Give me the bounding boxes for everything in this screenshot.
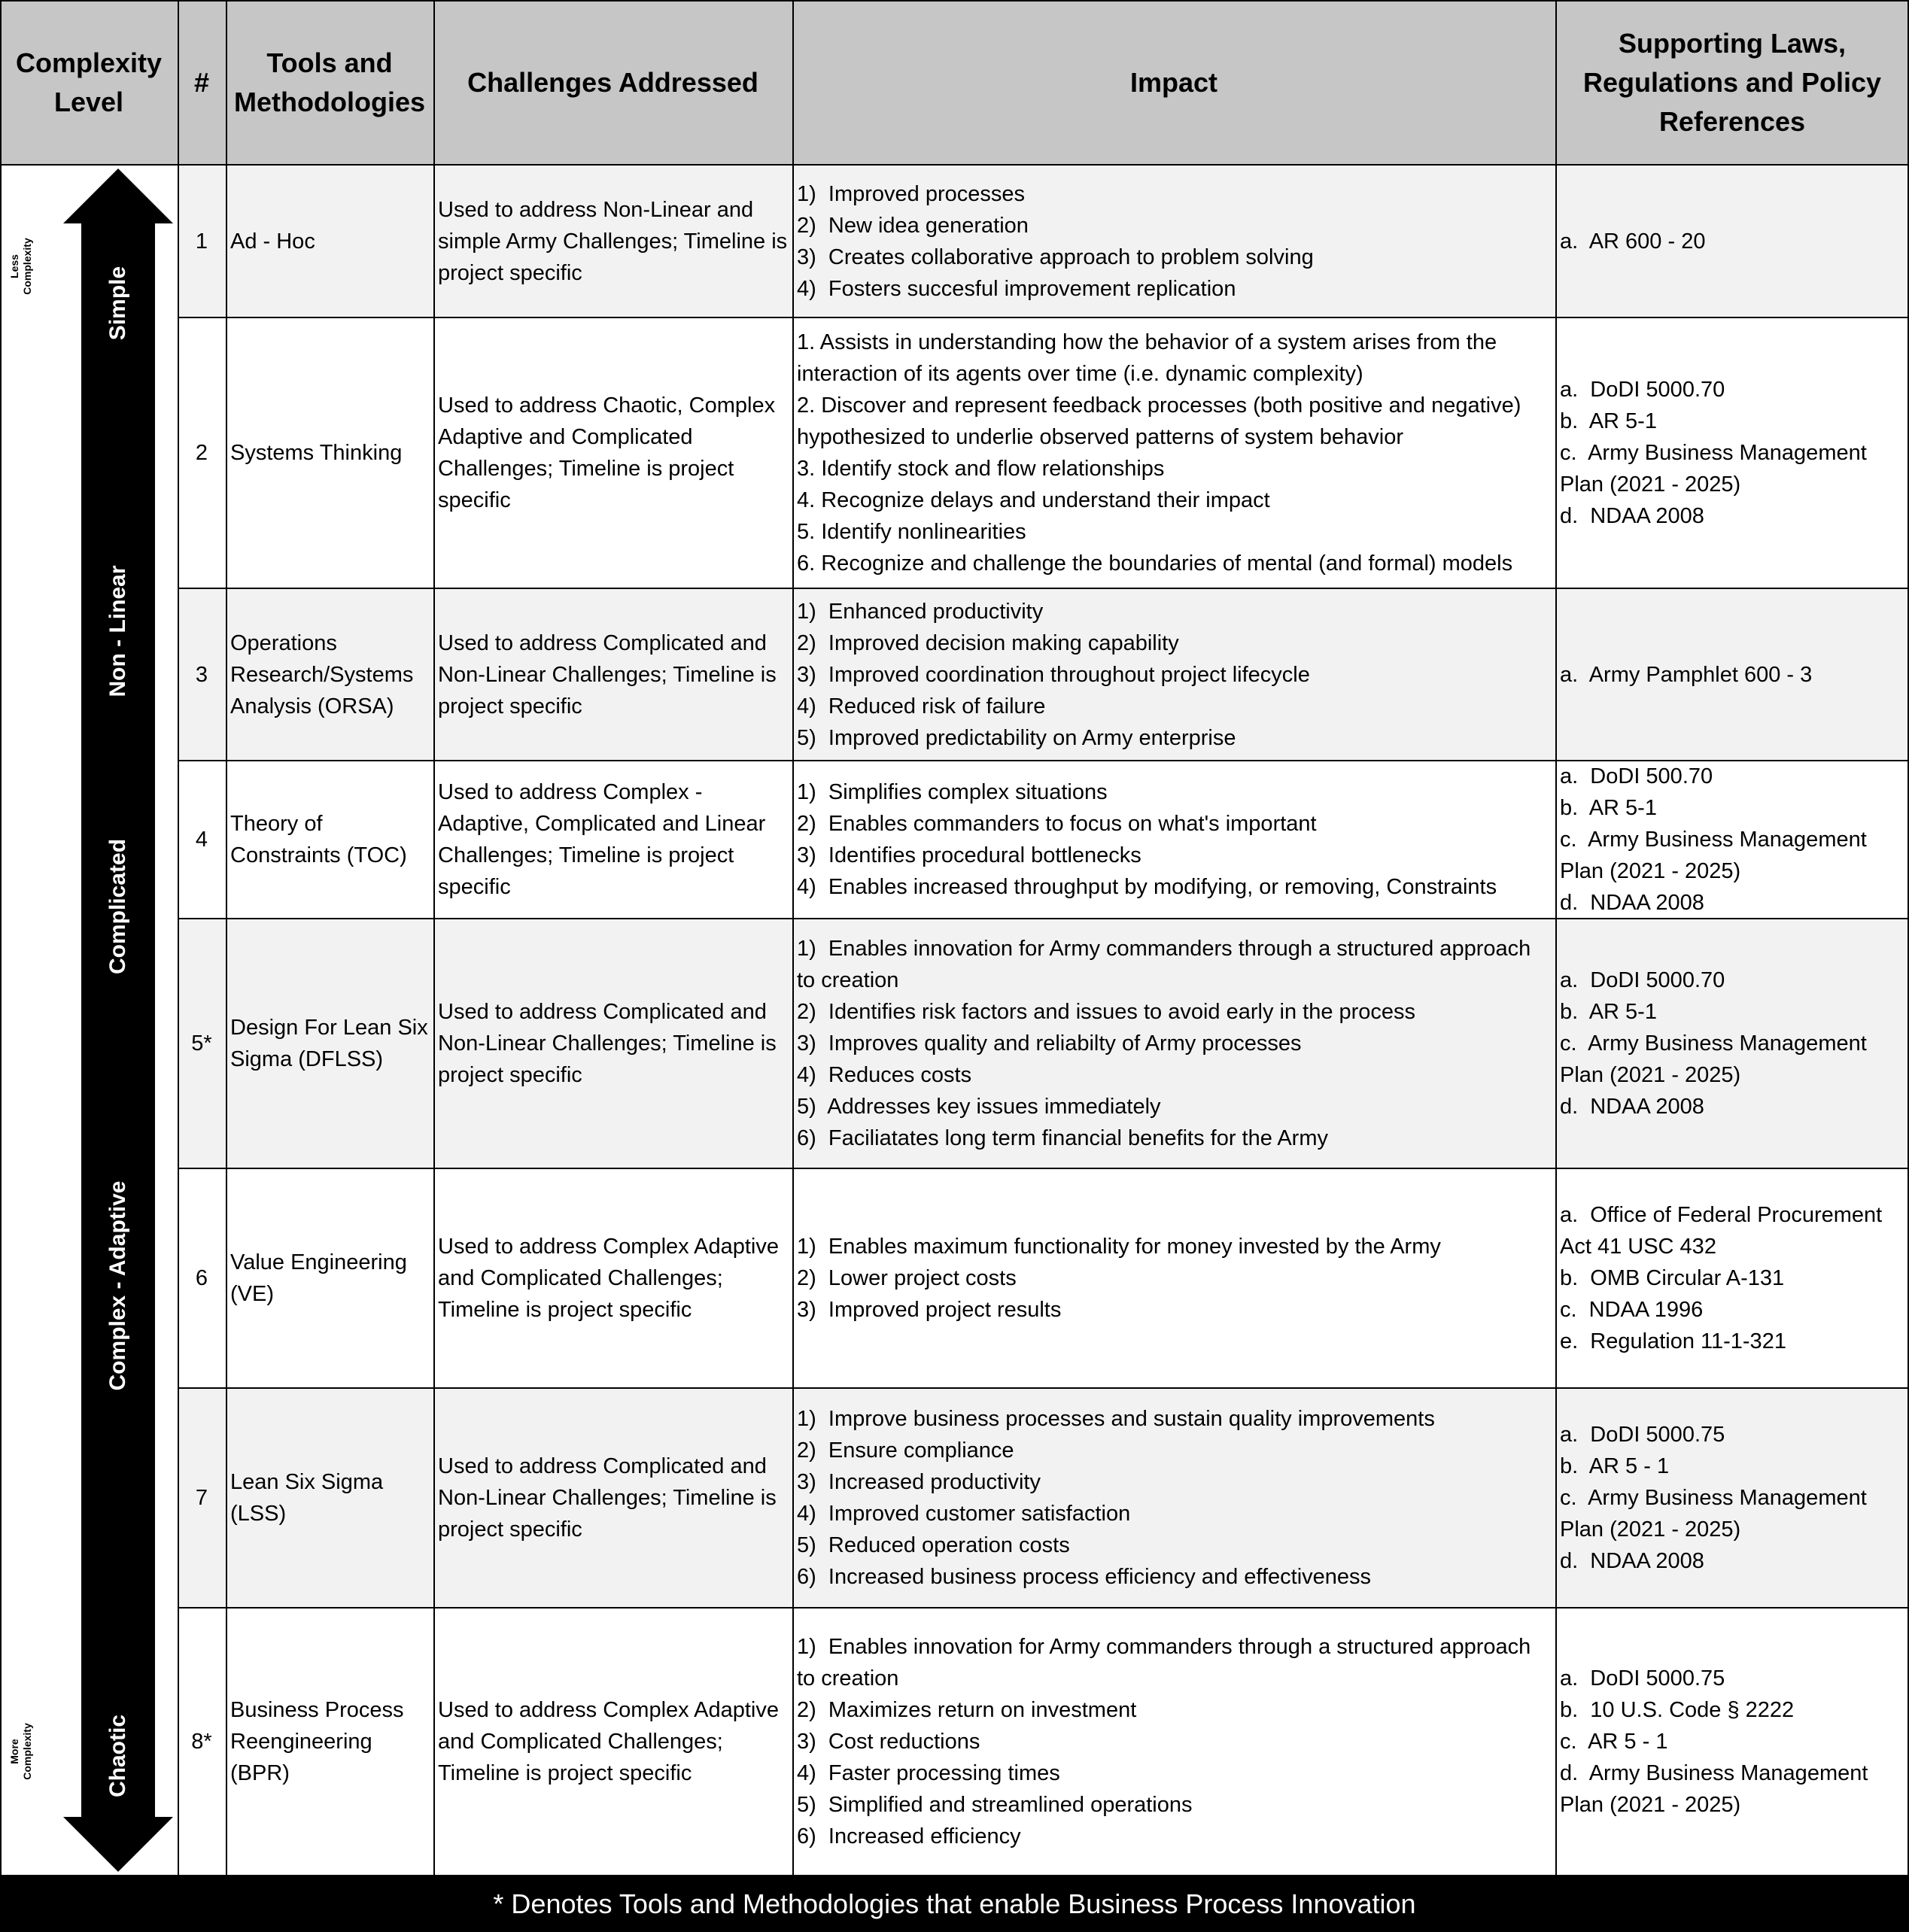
impact-item: 6) Increased efficiency xyxy=(797,1824,1021,1848)
impact-item: 5) Reduced operation costs xyxy=(797,1533,1070,1557)
reference-item: c. NDAA 1996 xyxy=(1560,1298,1704,1322)
table-cell-num: 5* xyxy=(191,1031,212,1056)
complexity-level-label: Simple xyxy=(105,266,130,341)
reference-item: b. AR 5-1 xyxy=(1560,796,1657,820)
reference-item: c. Army Business Management Plan (2021 - 2025) xyxy=(1560,1486,1873,1542)
grid-line-column xyxy=(433,0,435,1876)
grid-line-column xyxy=(178,0,179,1876)
impact-item: 4) Reduced risk of failure xyxy=(797,694,1046,718)
grid-line-top xyxy=(0,0,1909,2)
reference-item: c. Army Business Management Plan (2021 - 2025) xyxy=(1560,441,1873,497)
table-cell-num: 6 xyxy=(195,1266,208,1290)
impact-item: 6) Faciliatates long term financial benefits for the Army xyxy=(797,1126,1328,1150)
table-cell-challenge: Used to address Complicated and Non-Linear Challenges; Timeline is project specific xyxy=(438,630,777,718)
table-cell-impact xyxy=(792,761,1555,919)
less-complexity-label: Less Complexity xyxy=(8,238,33,295)
reference-item: b. AR 5-1 xyxy=(1560,1000,1657,1024)
impact-item: 3) Improved coordination throughout project lifecycle xyxy=(797,662,1310,687)
header-impact: Impact xyxy=(792,0,1555,165)
complexity-scale xyxy=(0,165,178,1876)
reference-item: d. NDAA 2008 xyxy=(1560,1549,1704,1573)
impact-item: 1) Enables innovation for Army commanders through a structured approach to creation xyxy=(797,1635,1537,1690)
table-cell-impact xyxy=(792,1608,1555,1876)
impact-item: 3) Improved project results xyxy=(797,1298,1062,1322)
impact-item: 1) Enables maximum functionality for money invested by the Army xyxy=(797,1235,1441,1259)
table-cell-challenge: Used to address Complex - Adaptive, Complicated and Linear Challenges; Timeline is project specific xyxy=(438,780,766,899)
reference-item: d. NDAA 2008 xyxy=(1560,504,1704,528)
table-cell-challenge: Used to address Non-Linear and simple Army Challenges; Timeline is project specific xyxy=(438,197,788,285)
table-cell-num: 1 xyxy=(195,229,208,254)
impact-item: 6) Increased business process efficiency and effectiveness xyxy=(797,1565,1372,1589)
table-cell-references xyxy=(1555,1608,1909,1876)
table-cell-references xyxy=(1555,761,1909,919)
table-cell-num: 2 xyxy=(195,441,208,465)
impact-item: 4. Recognize delays and understand their impact xyxy=(797,488,1270,512)
impact-item: 1) Improved processes xyxy=(797,181,1026,206)
table-cell-impact xyxy=(792,919,1555,1168)
impact-item: 4) Enables increased throughput by modifying, or removing, Constraints xyxy=(797,875,1497,899)
impact-item: 3) Increased productivity xyxy=(797,1470,1041,1494)
grid-line-column xyxy=(792,0,794,1876)
reference-item: c. Army Business Management Plan (2021 - 2025) xyxy=(1560,828,1873,883)
reference-item: d. Army Business Management Plan (2021 - 2025) xyxy=(1560,1761,1874,1817)
impact-item: 5) Addresses key issues immediately xyxy=(797,1095,1161,1119)
reference-item: a. DoDI 500.70 xyxy=(1560,764,1713,788)
reference-item: b. AR 5-1 xyxy=(1560,409,1657,433)
header-challenges: Challenges Addressed xyxy=(433,0,792,165)
header-tools: Tools and Methodologies xyxy=(226,0,433,165)
impact-item: 5) Improved predictability on Army enterprise xyxy=(797,725,1236,750)
reference-item: a. AR 600 - 20 xyxy=(1560,229,1706,254)
impact-item: 3) Improves quality and reliabilty of Army processes xyxy=(797,1031,1302,1056)
impact-item: 4) Improved customer satisfaction xyxy=(797,1502,1131,1526)
grid-line-column xyxy=(226,0,227,1876)
impact-item: 4) Fosters succesful improvement replication xyxy=(797,276,1236,301)
table-cell-challenge: Used to address Complex Adaptive and Complicated Challenges; Timeline is project specific xyxy=(438,1235,779,1322)
table-cell-challenge: Used to address Complicated and Non-Linear Challenges; Timeline is project specific xyxy=(438,1454,777,1542)
grid-line-row xyxy=(178,1387,1909,1389)
reference-item: b. OMB Circular A-131 xyxy=(1560,1266,1785,1290)
table-cell-num: 7 xyxy=(195,1486,208,1510)
table-cell-references xyxy=(1555,317,1909,588)
impact-item: 4) Faster processing times xyxy=(797,1761,1060,1785)
table-cell-tool: Ad - Hoc xyxy=(230,229,315,254)
table-cell-tool: Lean Six Sigma (LSS) xyxy=(230,1470,384,1526)
impact-item: 2) Ensure compliance xyxy=(797,1438,1014,1463)
reference-item: a. DoDI 5000.70 xyxy=(1560,378,1725,402)
grid-line-header xyxy=(0,164,1909,166)
table-cell-challenge: Used to address Chaotic, Complex Adaptive and Complicated Challenges; Timeline is project specific xyxy=(438,393,776,512)
table-cell-impact xyxy=(792,1388,1555,1608)
impact-item: 2. Discover and represent feedback processes (both positive and negative) hypothesized to underlie observed patterns of system behavior xyxy=(797,393,1528,449)
table-cell-num: 4 xyxy=(195,828,208,852)
complexity-arrow-shape xyxy=(63,169,173,1872)
table-cell-impact xyxy=(792,588,1555,761)
complexity-level-label: Complicated xyxy=(105,838,130,975)
table-cell-impact xyxy=(792,165,1555,317)
header-complexity: Complexity Level xyxy=(0,0,178,165)
table-cell-challenge: Used to address Complex Adaptive and Complicated Challenges; Timeline is project specific xyxy=(438,1698,779,1785)
grid-line-row xyxy=(178,588,1909,589)
impact-item: 5. Identify nonlinearities xyxy=(797,520,1026,544)
table-cell-impact xyxy=(792,317,1555,588)
table-cell-tool: Design For Lean Six Sigma (DFLSS) xyxy=(230,1016,428,1071)
reference-item: b. AR 5 - 1 xyxy=(1560,1454,1670,1478)
impact-item: 2) Improved decision making capability xyxy=(797,630,1179,655)
grid-line-row xyxy=(178,1607,1909,1608)
grid-line-row xyxy=(178,760,1909,761)
table-cell-tool: Business Process Reengineering (BPR) xyxy=(230,1698,404,1785)
header-references: Supporting Laws, Regulations and Policy References xyxy=(1555,0,1909,165)
impact-item: 3) Creates collaborative approach to problem solving xyxy=(797,245,1314,269)
impact-item: 3) Cost reductions xyxy=(797,1730,980,1754)
reference-item: d. NDAA 2008 xyxy=(1560,891,1704,915)
table-cell-references xyxy=(1555,1168,1909,1388)
reference-item: a. DoDI 5000.75 xyxy=(1560,1423,1725,1447)
grid-line-column xyxy=(1555,0,1557,1876)
grid-line-row xyxy=(178,1168,1909,1169)
impact-item: 5) Simplified and streamlined operations xyxy=(797,1793,1193,1817)
impact-item: 3) Identifies procedural bottlenecks xyxy=(797,843,1141,867)
impact-item: 2) Lower project costs xyxy=(797,1266,1017,1290)
table-cell-num: 8* xyxy=(191,1730,212,1754)
table-cell-tool: Theory of Constraints (TOC) xyxy=(230,812,407,867)
table-cell-impact xyxy=(792,1168,1555,1388)
reference-item: a. DoDI 5000.75 xyxy=(1560,1666,1725,1690)
table-cell-tool: Operations Research/Systems Analysis (ORSA) xyxy=(230,630,414,718)
more-complexity-label: More Complexity xyxy=(8,1723,33,1780)
reference-item: a. Army Pamphlet 600 - 3 xyxy=(1560,662,1813,687)
header-num: # xyxy=(178,0,226,165)
reference-item: c. AR 5 - 1 xyxy=(1560,1730,1668,1754)
impact-item: 4) Reduces costs xyxy=(797,1063,972,1087)
table-cell-references xyxy=(1555,919,1909,1168)
complexity-double-arrow xyxy=(0,165,178,1876)
table-cell-tool: Value Engineering (VE) xyxy=(230,1250,407,1306)
impact-item: 1) Simplifies complex situations xyxy=(797,780,1108,804)
impact-item: 1) Enables innovation for Army commanders through a structured approach to creation xyxy=(797,937,1537,992)
reference-item: a. DoDI 5000.70 xyxy=(1560,968,1725,992)
impact-item: 6. Recognize and challenge the boundaries of mental (and formal) models xyxy=(797,551,1513,576)
reference-item: b. 10 U.S. Code § 2222 xyxy=(1560,1698,1795,1722)
footer-note: * Denotes Tools and Methodologies that enable Business Process Innovation xyxy=(0,1876,1909,1932)
impact-item: 1) Enhanced productivity xyxy=(797,599,1044,624)
grid-line-row xyxy=(178,918,1909,919)
reference-item: e. Regulation 11-1-321 xyxy=(1560,1329,1786,1353)
table-cell-challenge: Used to address Complicated and Non-Linear Challenges; Timeline is project specific xyxy=(438,1000,777,1087)
grid-line-row xyxy=(178,317,1909,318)
impact-item: 1) Improve business processes and sustain quality improvements xyxy=(797,1407,1435,1431)
impact-item: 2) Enables commanders to focus on what's important xyxy=(797,812,1317,836)
table-cell-tool: Systems Thinking xyxy=(230,441,403,465)
reference-item: a. Office of Federal Procurement Act 41 USC 432 xyxy=(1560,1203,1887,1259)
impact-item: 3. Identify stock and flow relationships xyxy=(797,457,1165,481)
impact-item: 1. Assists in understanding how the behavior of a system arises from the interaction of its agents over time (i.e. dynamic complexity) xyxy=(797,330,1503,386)
impact-item: 2) Identifies risk factors and issues to avoid early in the process xyxy=(797,1000,1416,1024)
complexity-level-label: Complex - Adaptive xyxy=(105,1180,130,1391)
complexity-level-label: Non - Linear xyxy=(105,565,130,697)
table-cell-references xyxy=(1555,165,1909,317)
complexity-level-label: Chaotic xyxy=(105,1714,130,1798)
table-cell-num: 3 xyxy=(195,662,208,687)
impact-item: 2) Maximizes return on investment xyxy=(797,1698,1137,1722)
table-cell-references xyxy=(1555,588,1909,761)
reference-item: c. Army Business Management Plan (2021 - 2025) xyxy=(1560,1031,1873,1087)
reference-item: d. NDAA 2008 xyxy=(1560,1095,1704,1119)
impact-item: 2) New idea generation xyxy=(797,213,1029,238)
table-cell-references xyxy=(1555,1388,1909,1608)
